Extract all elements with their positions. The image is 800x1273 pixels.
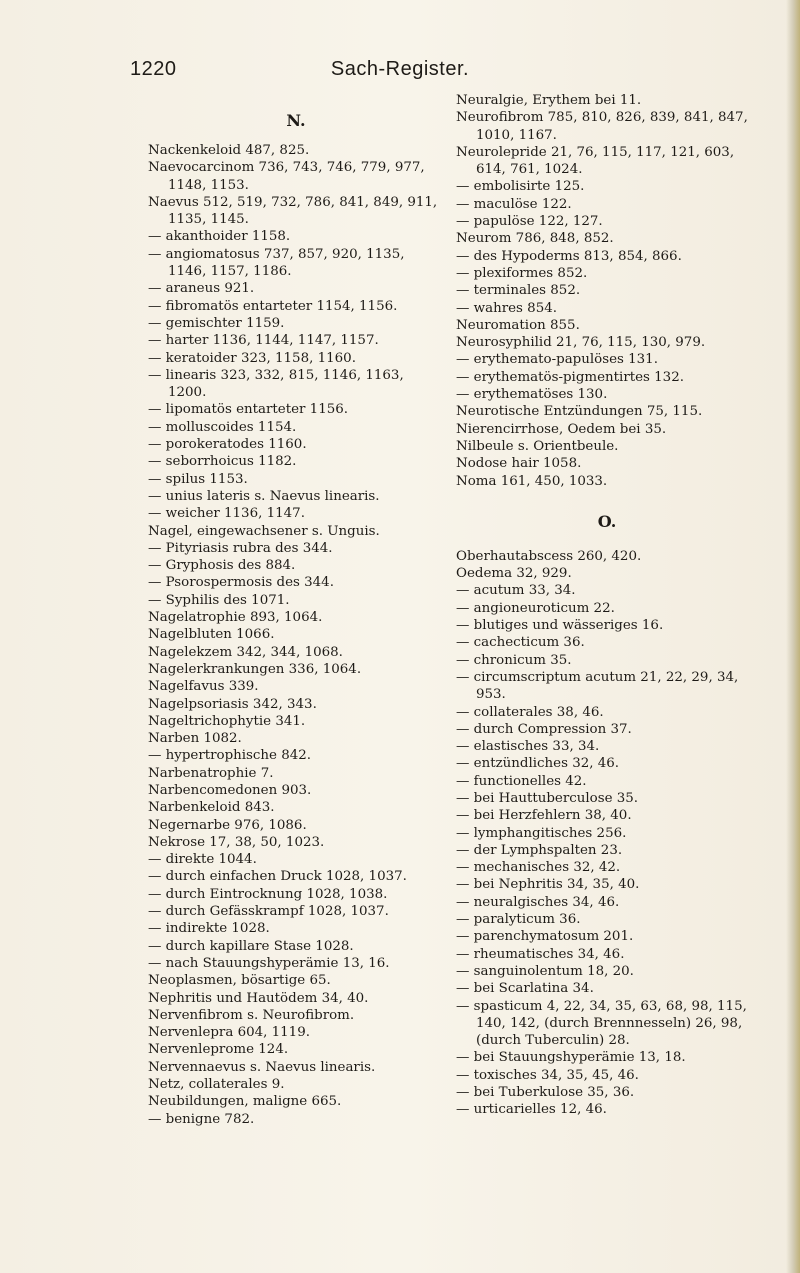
index-entry: Narbenatrophie 7. [148, 765, 274, 781]
index-entry: Neubildungen, maligne 665. [148, 1094, 342, 1110]
index-entry: — bei Hauttuberculose 35. [456, 790, 639, 806]
index-entry: Neurolepride 21, 76, 115, 117, 121, 603, 614, 761, 1024. [456, 144, 735, 178]
index-entry: Nagelatrophie 893, 1064. [148, 610, 323, 626]
index-entry: — embolisirte 125. [456, 179, 585, 195]
index-entry: — durch Compression 37. [456, 721, 632, 737]
index-entry: — plexiformes 852. [456, 265, 588, 281]
index-entry: — maculöse 122. [456, 196, 572, 212]
index-entry: — bei Scarlatina 34. [456, 981, 594, 997]
index-entry: Nodose hair 1058. [456, 456, 582, 472]
page-edge-shadow [786, 0, 800, 1273]
index-entry: Nagelbluten 1066. [148, 627, 275, 643]
index-entry: — harter 1136, 1144, 1147, 1157. [148, 333, 379, 349]
index-entry: — seborrhoicus 1182. [148, 454, 297, 470]
index-entry: Nierencirrhose, Oedem bei 35. [456, 421, 667, 437]
index-entry: — keratoider 323, 1158, 1160. [148, 350, 356, 366]
page-number: 1220 [130, 58, 177, 80]
index-entry: Neurotische Entzündungen 75, 115. [456, 404, 703, 420]
index-entry: — nach Stauungshyperämie 13, 16. [148, 955, 390, 971]
index-entry: Oberhautabscess 260, 420. [456, 548, 642, 564]
left-column [148, 92, 444, 1128]
index-entry: Nagelerkrankungen 336, 1064. [148, 661, 362, 677]
index-entry: — Psorospermosis des 344. [148, 575, 334, 591]
index-entry: Nagelpsoriasis 342, 343. [148, 696, 317, 712]
index-entry: Narbencomedonen 903. [148, 782, 312, 798]
index-entry: — entzündliches 32, 46. [456, 756, 620, 772]
index-entry: Neurosyphilid 21, 76, 115, 130, 979. [456, 335, 706, 351]
index-entry: — durch Gefässkrampf 1028, 1037. [148, 904, 389, 920]
index-entry: Nervenlepra 604, 1119. [148, 1025, 310, 1041]
index-entry: — acutum 33, 34. [456, 583, 576, 599]
index-entry: — der Lymphspalten 23. [456, 842, 623, 858]
index-entry: Nervenleprome 124. [148, 1042, 289, 1058]
index-entry: Nagel, eingewachsener s. Unguis. [148, 523, 380, 539]
index-entry: — Gryphosis des 884. [148, 558, 296, 574]
index-entry: — sanguinolentum 18, 20. [456, 963, 634, 979]
index-entry: — indirekte 1028. [148, 921, 270, 937]
index-entry: Nervenfibrom s. Neurofibrom. [148, 1007, 355, 1023]
index-entry: — erythemato-papulöses 131. [456, 352, 658, 368]
index-entry: — urticarielles 12, 46. [456, 1102, 607, 1118]
index-entry: — cachecticum 36. [456, 635, 585, 651]
index-entry: Nephritis und Hautödem 34, 40. [148, 990, 369, 1006]
index-entry: — paralyticum 36. [456, 912, 581, 928]
index-entry: — Pityriasis rubra des 344. [148, 540, 333, 556]
index-entry: Nervennaevus s. Naevus linearis. [148, 1059, 376, 1075]
index-entry: — circumscriptum acutum 21, 22, 29, 34, 953. [456, 669, 739, 703]
index-entry: — chronicum 35. [456, 652, 572, 668]
index-entry: Narben 1082. [148, 731, 242, 747]
index-entry: — bei Nephritis 34, 35, 40. [456, 877, 640, 893]
index-entry: — durch einfachen Druck 1028, 1037. [148, 869, 407, 885]
index-entry: — bei Tuberkulose 35, 36. [456, 1085, 635, 1101]
section-heading-n: N. [286, 111, 306, 130]
index-entry: — linearis 323, 332, 815, 1146, 1163, 1200. [148, 367, 404, 401]
index-entry: — papulöse 122, 127. [456, 214, 603, 230]
index-entry: Neuromation 855. [456, 317, 580, 333]
index-entry: — erythematös-pigmentirtes 132. [456, 369, 684, 385]
index-entry: Nilbeule s. Orientbeule. [456, 438, 619, 454]
index-entry: — porokeratodes 1160. [148, 437, 307, 453]
index-entry: — fibromatös entarteter 1154, 1156. [148, 298, 398, 314]
index-entry: — blutiges und wässeriges 16. [456, 618, 664, 634]
index-entry: — angiomatosus 737, 857, 920, 1135, 1146, 1157, 1186. [148, 246, 405, 280]
index-entry: Narbenkeloid 843. [148, 800, 275, 816]
index-entry: Netz, collaterales 9. [148, 1077, 285, 1093]
index-entry: — durch Eintrocknung 1028, 1038. [148, 886, 388, 902]
index-entry: — Syphilis des 1071. [148, 592, 290, 608]
index-entry: — benigne 782. [148, 1111, 255, 1127]
index-entry: Neuralgie, Erythem bei 11. [456, 93, 642, 108]
index-entry: — angioneuroticum 22. [456, 600, 615, 616]
entries-o [456, 548, 758, 1119]
index-entry: — araneus 921. [148, 281, 255, 297]
index-entry: — neuralgisches 34, 46. [456, 894, 620, 910]
index-entry: Nagelfavus 339. [148, 679, 259, 695]
right-column [456, 92, 758, 1119]
entries-n-continued [456, 92, 758, 490]
index-entry: — durch kapillare Stase 1028. [148, 938, 354, 954]
running-title: Sach-Register. [330, 58, 470, 80]
section-heading-o: O. [597, 511, 617, 531]
index-entry: Neurom 786, 848, 852. [456, 231, 614, 247]
index-entry: — spilus 1153. [148, 471, 248, 487]
index-entry: — functionelles 42. [456, 773, 587, 789]
index-entry: Nackenkeloid 487, 825. [148, 143, 310, 158]
index-entry: Nekrose 17, 38, 50, 1023. [148, 834, 325, 850]
index-entry: — lipomatös entarteter 1156. [148, 402, 349, 418]
index-entry: — elastisches 33, 34. [456, 739, 600, 755]
index-entry: — erythematöses 130. [456, 387, 608, 403]
index-entry: — mechanisches 32, 42. [456, 860, 621, 876]
index-entry: — spasticum 4, 22, 34, 35, 63, 68, 98, 115, 140, 142, (durch Brennnesseln) 26, 98, (durch Tuberculin) 28. [456, 998, 747, 1049]
index-entry: — toxisches 34, 35, 45, 46. [456, 1067, 639, 1083]
index-entry: Neurofibrom 785, 810, 826, 839, 841, 847, 1010, 1167. [456, 110, 748, 143]
index-entry: — hypertrophische 842. [148, 748, 312, 764]
index-entry: — unius lateris s. Naevus linearis. [148, 488, 380, 504]
index-entry: — molluscoides 1154. [148, 419, 297, 435]
index-entry: — direkte 1044. [148, 852, 257, 868]
index-entry: Nagelekzem 342, 344, 1068. [148, 644, 343, 660]
index-entry: Nageltrichophytie 341. [148, 713, 306, 729]
index-entry: — akanthoider 1158. [148, 229, 291, 245]
index-entry: — bei Stauungshyperämie 13, 18. [456, 1050, 686, 1066]
index-entry: — wahres 854. [456, 300, 557, 316]
index-entry: — collaterales 38, 46. [456, 704, 604, 720]
index-entry: — des Hypoderms 813, 854, 866. [456, 248, 682, 264]
index-entry: — parenchymatosum 201. [456, 929, 634, 945]
index-entry: — weicher 1136, 1147. [148, 506, 305, 522]
index-entry: Naevocarcinom 736, 743, 746, 779, 977, 1148, 1153. [148, 160, 425, 193]
index-entry: Oedema 32, 929. [456, 566, 572, 582]
index-entry: — terminales 852. [456, 283, 581, 299]
index-entry: — gemischter 1159. [148, 315, 285, 331]
index-entry: Negernarbe 976, 1086. [148, 817, 307, 833]
index-entry: — lymphangitisches 256. [456, 825, 627, 841]
index-entry: — bei Herzfehlern 38, 40. [456, 808, 632, 824]
index-entry: — rheumatisches 34, 46. [456, 946, 625, 962]
page-header [0, 58, 800, 88]
index-entry: Noma 161, 450, 1033. [456, 473, 608, 489]
index-entry: Neoplasmen, bösartige 65. [148, 973, 331, 989]
index-entry: Naevus 512, 519, 732, 786, 841, 849, 911, 1135, 1145. [148, 194, 438, 228]
